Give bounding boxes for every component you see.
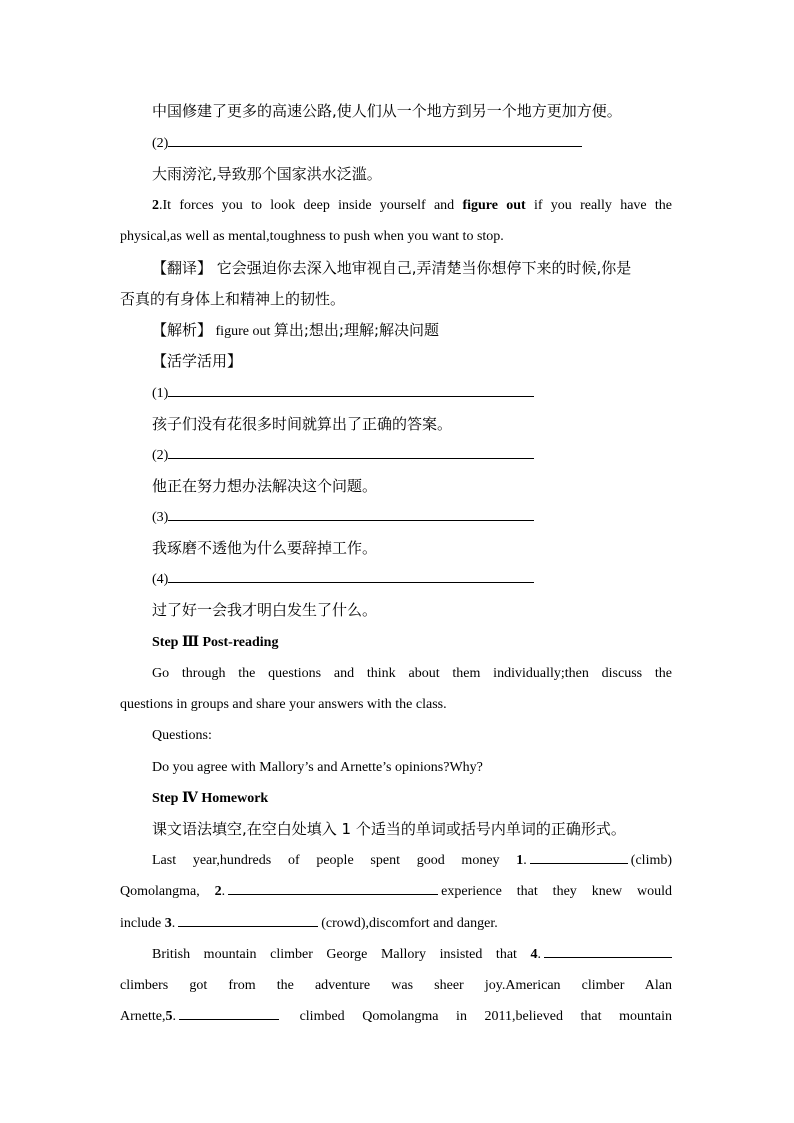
step-3-heading: Step Ⅲ Post-reading — [152, 635, 279, 650]
answer-line-2b: (2) — [120, 442, 672, 470]
sentence-cn-2: 大雨滂沱,导致那个国家洪水泛滥。 — [152, 165, 382, 183]
cloze-line-3: include 3. (crowd),discomfort and danger. — [120, 910, 672, 938]
example-sentence-2: 2.It forces you to look deep inside yourself and figure out if you really have the — [152, 198, 673, 213]
cloze-blank-5[interactable] — [179, 1003, 279, 1020]
answer-line-3: (3) — [120, 504, 672, 532]
practice-sentence-2: 他正在努力想办法解决这个问题。 — [152, 477, 378, 495]
analysis-line: 【解析】 figure out 算出;想出;理解;解决问题 — [152, 321, 440, 339]
post-reading-instruction-cont: questions in groups and share your answers with the class. — [120, 697, 447, 712]
practice-sentence-3: 我琢磨不透他为什么要辞掉工作。 — [152, 539, 378, 557]
cloze-blank-1[interactable] — [530, 847, 628, 864]
answer-blank[interactable] — [168, 380, 534, 397]
cloze-line-4: British mountain climber George Mallory insisted that 4. — [120, 941, 672, 969]
homework-instruction: 课文语法填空,在空白处填入 1 个适当的单词或括号内单词的正确形式。 — [152, 820, 626, 838]
question-1: Do you agree with Mallory’s and Arnette’s opinions?Why? — [152, 760, 483, 775]
questions-label: Questions: — [152, 728, 212, 743]
practice-sentence-1: 孩子们没有花很多时间就算出了正确的答案。 — [152, 415, 453, 433]
post-reading-instruction: Go through the questions and think about them individually;then discuss the — [152, 666, 672, 681]
cloze-line-1: Last year,hundreds of people spent good money 1. (climb) — [120, 847, 672, 875]
sentence-cn-1: 中国修建了更多的高速公路,使人们从一个地方到另一个地方更加方便。 — [152, 102, 622, 120]
cloze-blank-4[interactable] — [544, 941, 672, 958]
translation-line-2: 否真的有身体上和精神上的韧性。 — [120, 290, 346, 308]
answer-blank[interactable] — [168, 442, 534, 459]
practice-heading: 【活学活用】 — [152, 352, 243, 370]
example-sentence-2-cont: physical,as well as mental,toughness to push when you want to stop. — [120, 229, 504, 244]
cloze-line-5: climbers got from the adventure was sheer joy.American climber Alan — [120, 978, 672, 993]
practice-sentence-4: 过了好一会我才明白发生了什么。 — [152, 601, 378, 619]
cloze-blank-3[interactable] — [178, 910, 318, 927]
answer-line-4: (4) — [120, 566, 672, 594]
answer-blank[interactable] — [168, 130, 582, 147]
step-4-heading: Step Ⅳ Homework — [152, 791, 269, 806]
answer-blank[interactable] — [168, 566, 534, 583]
answer-line-2: (2) — [120, 130, 672, 158]
translation-line-1: 【翻译】 它会强迫你去深入地审视自己,弄清楚当你想停下来的时候,你是 — [152, 259, 632, 277]
cloze-blank-2[interactable] — [228, 878, 438, 895]
answer-blank[interactable] — [168, 504, 534, 521]
cloze-line-6: Arnette,5. climbed Qomolangma in 2011,believed that mountain — [120, 1003, 672, 1031]
answer-line-1: (1) — [120, 380, 672, 408]
cloze-line-2: Qomolangma, 2. experience that they knew would — [120, 878, 672, 906]
